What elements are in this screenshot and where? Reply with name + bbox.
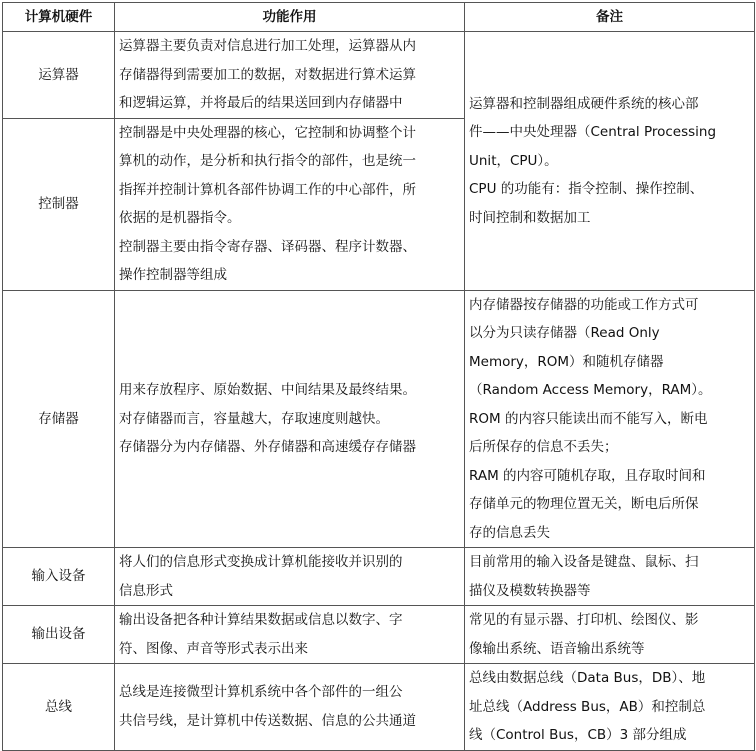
text-line: 目前常用的输入设备是键盘、鼠标、扫: [469, 554, 699, 570]
text-line: RAM 的内容可随机存取，且存取时间和: [469, 467, 706, 484]
text-line: 运算器和控制器组成硬件系统的核心部: [469, 95, 699, 112]
remark-cell: [465, 548, 755, 606]
text-line: 址总线（Address Bus，AB）和控制总: [469, 698, 706, 715]
hardware-name: 控制器: [3, 118, 115, 290]
table-header-row: [3, 3, 755, 32]
text-line: 存的信息丢失: [469, 524, 550, 541]
hardware-name: 运算器: [3, 32, 115, 119]
hardware-table: [2, 2, 755, 751]
table-row: [3, 664, 755, 751]
function-cell: [115, 606, 465, 664]
hardware-name: 输入设备: [3, 548, 115, 606]
header-function: 功能作用: [115, 3, 465, 32]
text-line: （Random Access Memory，RAM）。: [469, 382, 712, 398]
hardware-table-page: [2, 2, 754, 746]
text-line: 总线是连接微型计算机系统中各个部件的一组公: [119, 684, 403, 701]
text-line: 件——中央处理器（Central Processing: [469, 124, 717, 140]
function-cell: [115, 118, 465, 290]
text-line: 常见的有显示器、打印机、绘图仪、影: [469, 612, 699, 628]
function-cell: [115, 548, 465, 606]
text-line: 将人们的信息形式变换成计算机能接收并识别的: [119, 554, 403, 570]
text-line: 存储器得到需要加工的数据，对数据进行算术运算: [119, 66, 416, 83]
text-line: 总线由数据总线（Data Bus，DB）、地: [469, 670, 706, 686]
text-line: 指挥并控制计算机各部件协调工作的中心部件，所: [119, 181, 416, 198]
table-row: [3, 32, 755, 119]
hardware-name: 总线: [3, 664, 115, 751]
text-line: 后所保存的信息不丢失；: [469, 439, 618, 455]
remark-cell: [465, 606, 755, 664]
text-line: 内存储器按存储器的功能或工作方式可: [469, 296, 699, 313]
text-line: 算机的动作，是分析和执行指令的部件，也是统一: [119, 153, 416, 169]
text-line: 输出设备把各种计算结果数据或信息以数字、字: [119, 612, 403, 628]
text-line: 线（Control Bus，CB）3 部分组成: [469, 727, 687, 743]
text-line: 运算器主要负责对信息进行加工处理，运算器从内: [119, 38, 416, 54]
text-line: 像输出系统、语音输出系统等: [469, 640, 645, 657]
table-row: [3, 290, 755, 548]
text-line: 存储单元的物理位置无关，断电后所保: [469, 496, 699, 512]
text-line: 符、图像、声音等形式表示出来: [119, 640, 308, 657]
text-line: 时间控制和数据加工: [469, 209, 591, 226]
text-line: Unit，CPU）。: [469, 152, 558, 169]
hardware-name: 输出设备: [3, 606, 115, 664]
text-line: 对存储器而言，容量越大，存取速度则越快。: [119, 410, 389, 427]
text-line: 操作控制器等组成: [119, 267, 227, 283]
text-line: 和逻辑运算，并将最后的结果送回到内存储器中: [119, 95, 403, 111]
function-cell: [115, 664, 465, 751]
text-line: 用来存放程序、原始数据、中间结果及最终结果。: [119, 382, 416, 398]
text-line: ROM 的内容只能读出而不能写入，断电: [469, 410, 708, 427]
text-line: 控制器主要由指令寄存器、译码器、程序计数器、: [119, 238, 416, 255]
text-line: 控制器是中央处理器的核心，它控制和协调整个计: [119, 124, 416, 141]
text-line: Memory，ROM）和随机存储器: [469, 353, 664, 370]
cpu-remark-cell: [465, 32, 755, 291]
function-cell: [115, 290, 465, 548]
table-row: [3, 606, 755, 664]
header-hardware: 计算机硬件: [3, 3, 115, 32]
text-line: 依据的是机器指令。: [119, 210, 241, 226]
table-row: [3, 548, 755, 606]
header-remarks: 备注: [465, 3, 755, 32]
remark-cell: [465, 290, 755, 548]
text-line: 信息形式: [119, 582, 173, 599]
text-line: 共信号线，是计算机中传送数据、信息的公共通道: [119, 712, 416, 729]
hardware-name: 存储器: [3, 290, 115, 548]
function-cell: [115, 32, 465, 119]
text-line: 存储器分为内存储器、外存储器和高速缓存存储器: [119, 439, 416, 455]
text-line: 以分为只读存储器（Read Only: [469, 325, 660, 341]
text-line: CPU 的功能有：指令控制、操作控制、: [469, 181, 704, 197]
remark-cell: [465, 664, 755, 751]
text-line: 描仪及模数转换器等: [469, 582, 591, 599]
